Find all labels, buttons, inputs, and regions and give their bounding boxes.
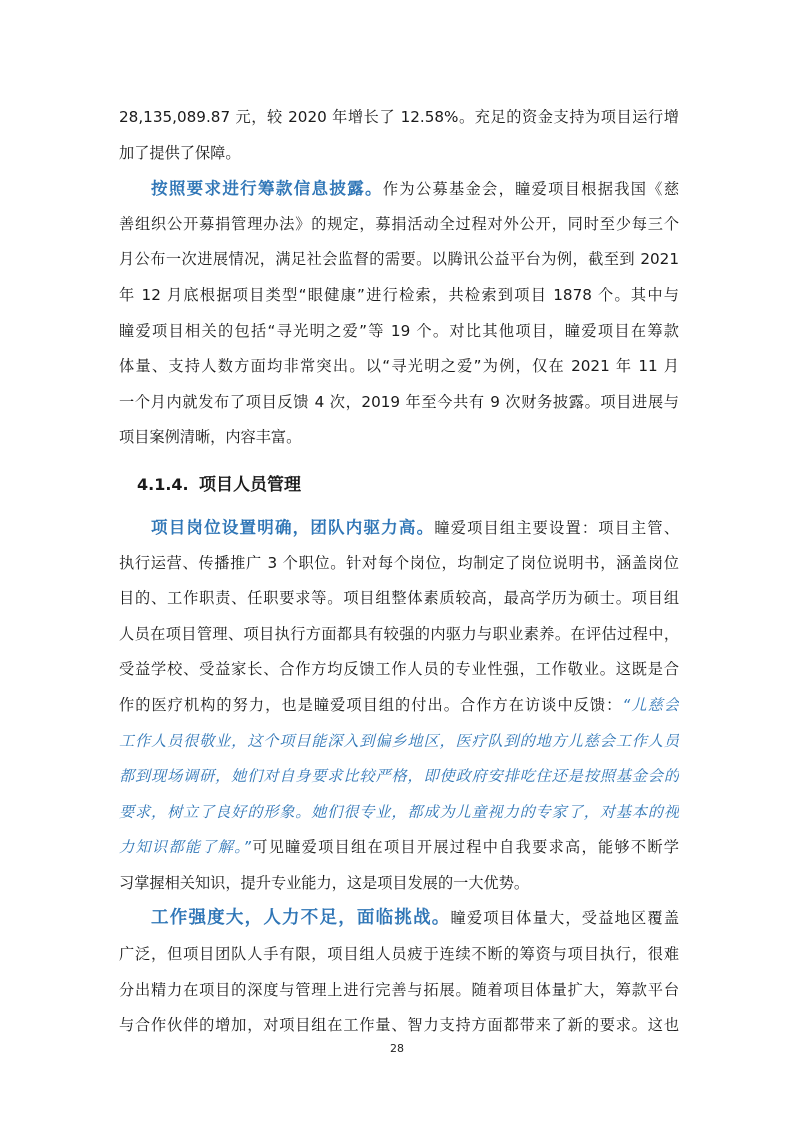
paragraph-highlight: 工作强度大，人力不足，面临挑战。 (151, 908, 451, 929)
text-line: 习掌握相关知识，提升专业能力，这是项目发展的一大优势。 (119, 873, 530, 892)
page-number: 28 (390, 1042, 404, 1055)
partner-quote-line: 都到现场调研，她们对自身要求比较严格，即使政府安排吃住还是按照基金会的 (119, 767, 679, 786)
text-line: 年 12 月底根据项目类型“眼健康”进行检索，共检索到项目 1878 个。其中与 (119, 285, 679, 304)
text-line: 人员在项目管理、项目执行方面都具有较强的内驱力与职业素养。在评估过程中， (119, 624, 679, 643)
partner-quote: “儿慈会 (622, 695, 679, 714)
paragraph-highlight: 按照要求进行筹款信息披露。 (151, 179, 383, 199)
text-line (119, 688, 679, 724)
text-line: 目的、工作职责、任职要求等。项目组整体素质较高，最高学历为硕士。项目组 (119, 589, 679, 608)
paragraph-funding-summary (119, 100, 679, 171)
text-line: 分出精力在项目的深度与管理上进行完善与拓展。随着项目体量扩大，筹款平台 (119, 980, 679, 999)
text-line: 体量、支持人数方面均非常突出。以“寻光明之爱”为例，仅在 2021 年 11 月 (119, 357, 679, 376)
text-run: 瞳爱项目组主要设置：项目主管、 (434, 518, 679, 537)
section-number: 4.1.4. (137, 474, 189, 494)
paragraph-staff-positions (119, 510, 679, 902)
paragraph-workload-challenge (119, 901, 679, 1043)
text-run: 作的医疗机构的努力，也是瞳爱项目组的付出。合作方在访谈中反馈： (119, 695, 623, 714)
document-page (119, 100, 679, 1044)
text-line (119, 510, 679, 546)
text-line: 受益学校、受益家长、合作方均反馈工作人员的专业性强，工作敬业。这既是合 (119, 660, 679, 679)
text-line: 加了提供了保障。 (119, 143, 241, 162)
text-line: 月公布一次进展情况，满足社会监督的需要。以腾讯公益平台为例，截至到 2021 (119, 250, 679, 269)
text-line: 瞳爱项目相关的包括“寻光明之爱”等 19 个。对比其他项目，瞳爱项目在筹款 (119, 321, 679, 340)
text-line (119, 830, 679, 866)
text-line: 项目案例清晰，内容丰富。 (119, 428, 302, 447)
section-title: 项目人员管理 (199, 474, 301, 495)
text-line: 与合作伙伴的增加，对项目组在工作量、智力支持方面都带来了新的要求。这也 (119, 1016, 679, 1035)
paragraph-highlight: 项目岗位设置明确，团队内驱力高。 (151, 517, 435, 537)
text-line: 善组织公开募捐管理办法》的规定，募捐活动全过程对外公开，同时至少每三个 (119, 214, 679, 233)
text-line: 28,135,089.87 元，较 2020 年增长了 12.58%。充足的资金支持为项目运行增 (119, 108, 679, 126)
partner-quote-line: 要求，树立了良好的形象。她们很专业，都成为儿童视力的专家了，对基本的视 (119, 802, 679, 821)
section-heading (119, 460, 679, 510)
text-line: 一个月内就发布了项目反馈 4 次，2019 年至今共有 9 次财务披露。项目进展与 (119, 392, 679, 411)
text-run: 瞳爱项目体量大，受益地区覆盖 (450, 909, 679, 928)
text-line (119, 901, 679, 937)
text-line: 广泛，但项目团队人手有限，项目组人员疲于连续不断的筹资与项目执行，很难 (119, 945, 679, 964)
text-run: 可见瞳爱项目组在项目开展过程中自我要求高，能够不断学 (250, 838, 679, 857)
text-line (119, 171, 679, 207)
partner-quote: 力知识都能了解。” (119, 838, 251, 857)
text-run: 作为公募基金会，瞳爱项目根据我国《慈 (382, 180, 679, 199)
partner-quote-line: 工作人员很敬业，这个项目能深入到偏乡地区，医疗队到的地方儿慈会工作人员 (119, 731, 679, 750)
paragraph-fundraising-disclosure (119, 171, 679, 456)
text-line: 执行运营、传播推广 3 个职位。针对每个岗位，均制定了岗位说明书，涵盖岗位 (119, 553, 679, 572)
